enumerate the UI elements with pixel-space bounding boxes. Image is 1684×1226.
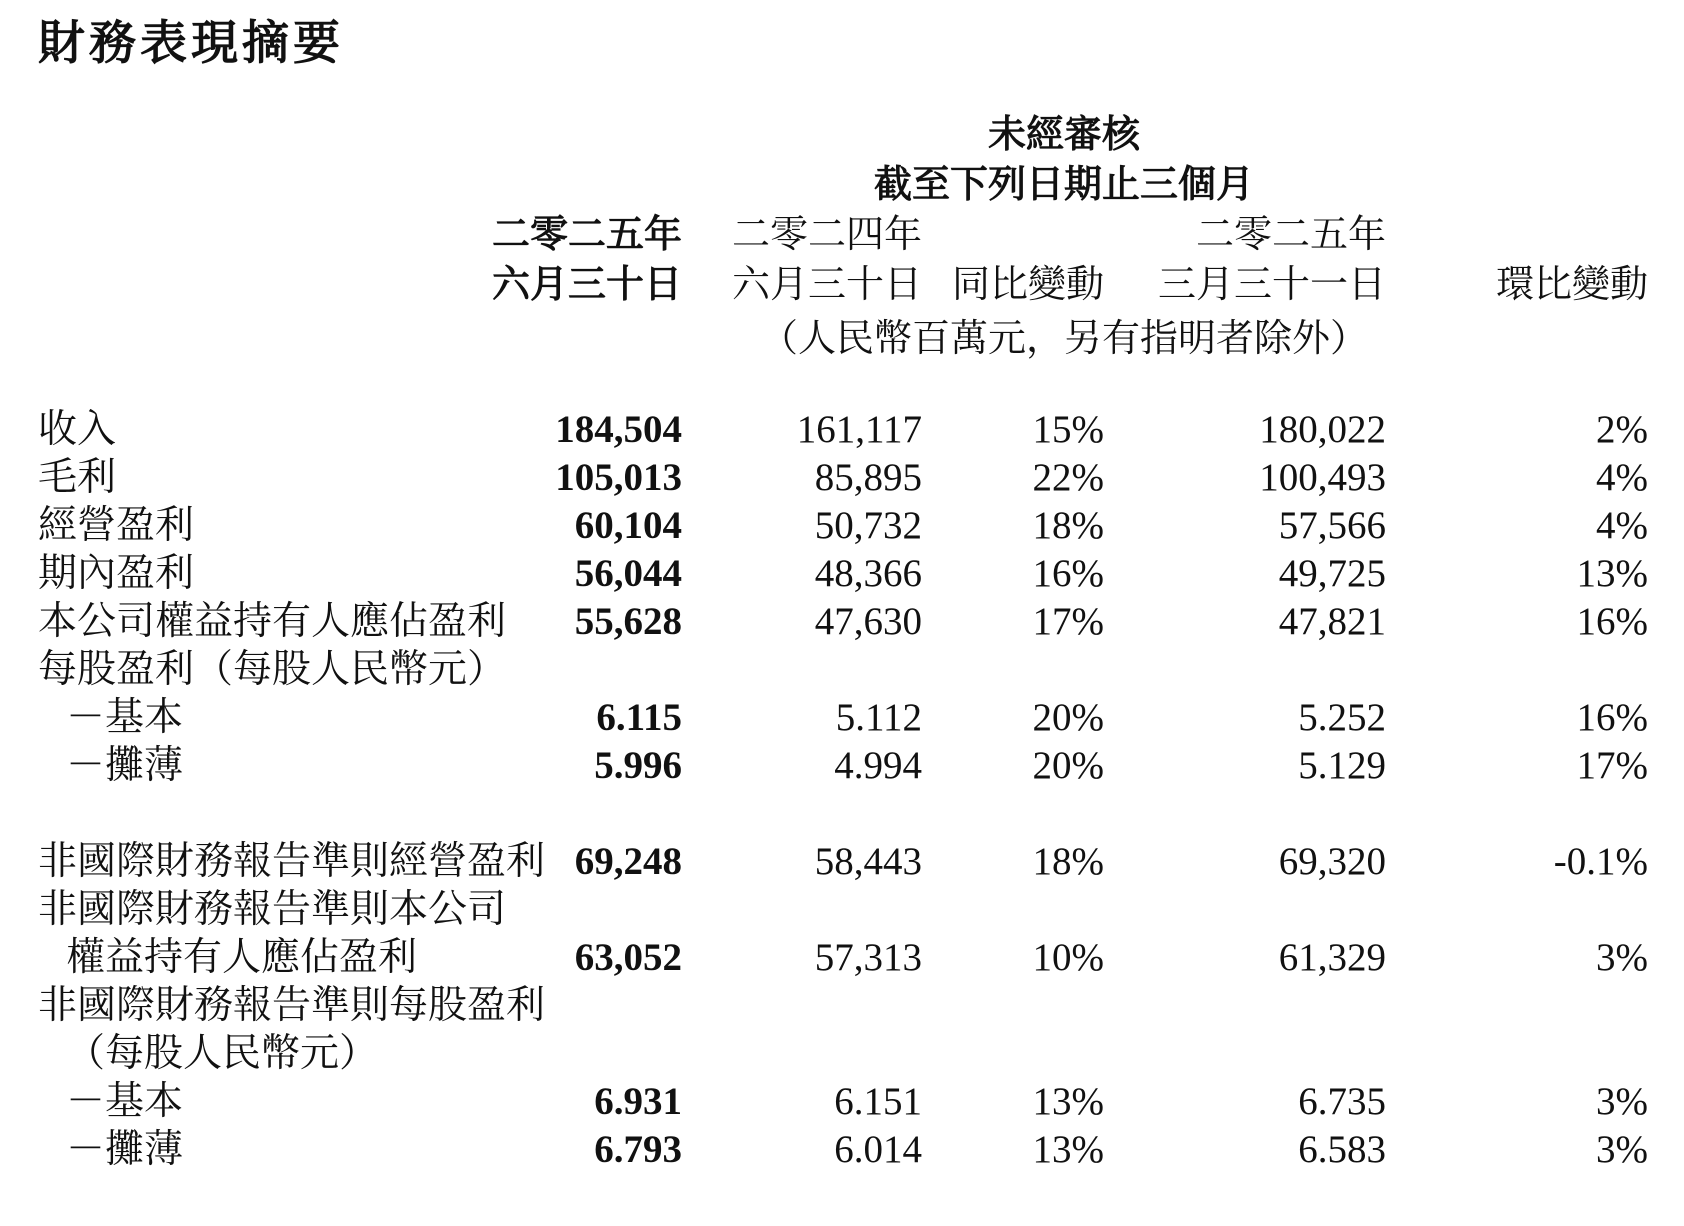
value-qoq: -0.1% [1553,840,1648,883]
value-2025-mar: 180,022 [1259,408,1386,451]
col2-header-year: 二零二四年 [731,214,922,256]
value-2025-jun: 5.996 [594,744,682,787]
table-row-attributable-profit [0,598,1684,646]
value-2025-mar: 5.129 [1298,744,1386,787]
value-2025-jun: 184,504 [555,408,682,451]
row-label: －基本 [66,1080,184,1123]
table-row-eps-heading [0,646,1684,694]
value-2025-mar: 57,566 [1278,504,1386,547]
value-qoq: 4% [1596,504,1648,547]
col1-header-year: 二零二五年 [491,214,682,256]
table-row-period-profit [0,550,1684,598]
value-2025-mar: 6.735 [1298,1080,1386,1123]
row-label: 非國際財務報告準則經營盈利 [38,840,546,883]
value-qoq: 2% [1596,408,1648,451]
table-row-non-ifrs-operating-profit [0,838,1684,886]
row-label: 期內盈利 [38,552,195,595]
value-2025-jun: 60,104 [574,504,682,547]
table-row-non-ifrs-attributable-profit [0,934,1684,982]
value-2025-jun: 55,628 [574,600,682,643]
value-yoy: 20% [1032,696,1104,739]
row-label: 權益持有人應佔盈利 [66,936,418,979]
value-2025-mar: 49,725 [1278,552,1386,595]
col4-header-year: 二零二五年 [1195,214,1386,256]
row-label: 收入 [38,408,117,451]
row-label: －攤薄 [66,744,184,787]
table-row-gross-profit [0,454,1684,502]
col2-header-date: 六月三十日 [731,264,922,306]
table-row-eps-diluted [0,742,1684,790]
value-yoy: 18% [1032,504,1104,547]
value-qoq: 3% [1596,936,1648,979]
row-label: －攤薄 [66,1128,184,1171]
row-label: 非國際財務報告準則每股盈利 [38,984,546,1027]
value-qoq: 3% [1596,1080,1648,1123]
audit-status-header: 未經審核 [987,114,1141,156]
value-yoy: 13% [1032,1128,1104,1171]
value-qoq: 16% [1576,696,1648,739]
value-2025-jun: 105,013 [555,456,682,499]
value-2024-jun: 6.014 [834,1128,922,1171]
value-yoy: 10% [1032,936,1104,979]
value-2025-jun: 69,248 [574,840,682,883]
value-yoy: 15% [1032,408,1104,451]
value-2024-jun: 50,732 [814,504,922,547]
table-row-operating-profit [0,502,1684,550]
table-row-revenue [0,406,1684,454]
value-2024-jun: 5.112 [835,696,922,739]
value-yoy: 22% [1032,456,1104,499]
col1-header-date: 六月三十日 [491,264,682,306]
value-2025-mar: 47,821 [1278,600,1386,643]
table-row-non-ifrs-attributable-heading [0,886,1684,934]
value-qoq: 17% [1576,744,1648,787]
table-row-non-ifrs-eps-heading [0,982,1684,1030]
value-2025-jun: 63,052 [574,936,682,979]
table-row-non-ifrs-eps-basic [0,1078,1684,1126]
table-row-eps-basic [0,694,1684,742]
value-qoq: 16% [1576,600,1648,643]
page-title: 財務表現摘要 [38,16,344,71]
value-yoy: 13% [1032,1080,1104,1123]
value-2024-jun: 48,366 [814,552,922,595]
value-yoy: 18% [1032,840,1104,883]
value-yoy: 17% [1032,600,1104,643]
value-2024-jun: 4.994 [834,744,922,787]
value-2024-jun: 161,117 [796,408,922,451]
unit-note: （人民幣百萬元，另有指明者除外） [759,318,1369,360]
value-2025-mar: 100,493 [1259,456,1386,499]
value-qoq: 13% [1576,552,1648,595]
col4-header-date: 三月三十一日 [1157,264,1386,306]
row-label: 非國際財務報告準則本公司 [38,888,507,931]
value-2025-mar: 69,320 [1278,840,1386,883]
value-2024-jun: 57,313 [814,936,922,979]
value-2025-mar: 5.252 [1298,696,1386,739]
period-header: 截至下列日期止三個月 [873,164,1255,206]
value-2024-jun: 47,630 [814,600,922,643]
table-row-non-ifrs-eps-diluted [0,1126,1684,1174]
value-yoy: 20% [1032,744,1104,787]
value-2025-mar: 6.583 [1298,1128,1386,1171]
row-label: （每股人民幣元） [66,1032,379,1075]
value-2025-jun: 6.115 [596,696,682,739]
row-label: 經營盈利 [38,504,195,547]
row-label: 本公司權益持有人應佔盈利 [38,600,507,643]
col5-header-qoq: 環比變動 [1495,264,1648,306]
row-label: －基本 [66,696,184,739]
value-2025-jun: 56,044 [574,552,682,595]
value-qoq: 4% [1596,456,1648,499]
value-yoy: 16% [1032,552,1104,595]
value-qoq: 3% [1596,1128,1648,1171]
value-2025-jun: 6.931 [594,1080,682,1123]
value-2024-jun: 85,895 [814,456,922,499]
row-label: 每股盈利（每股人民幣元） [38,648,507,691]
value-2025-jun: 6.793 [594,1128,682,1171]
row-label: 毛利 [38,456,117,499]
value-2024-jun: 6.151 [834,1080,922,1123]
value-2024-jun: 58,443 [814,840,922,883]
col3-header-yoy: 同比變動 [951,264,1104,306]
table-row-non-ifrs-eps-unit [0,1030,1684,1078]
value-2025-mar: 61,329 [1278,936,1386,979]
